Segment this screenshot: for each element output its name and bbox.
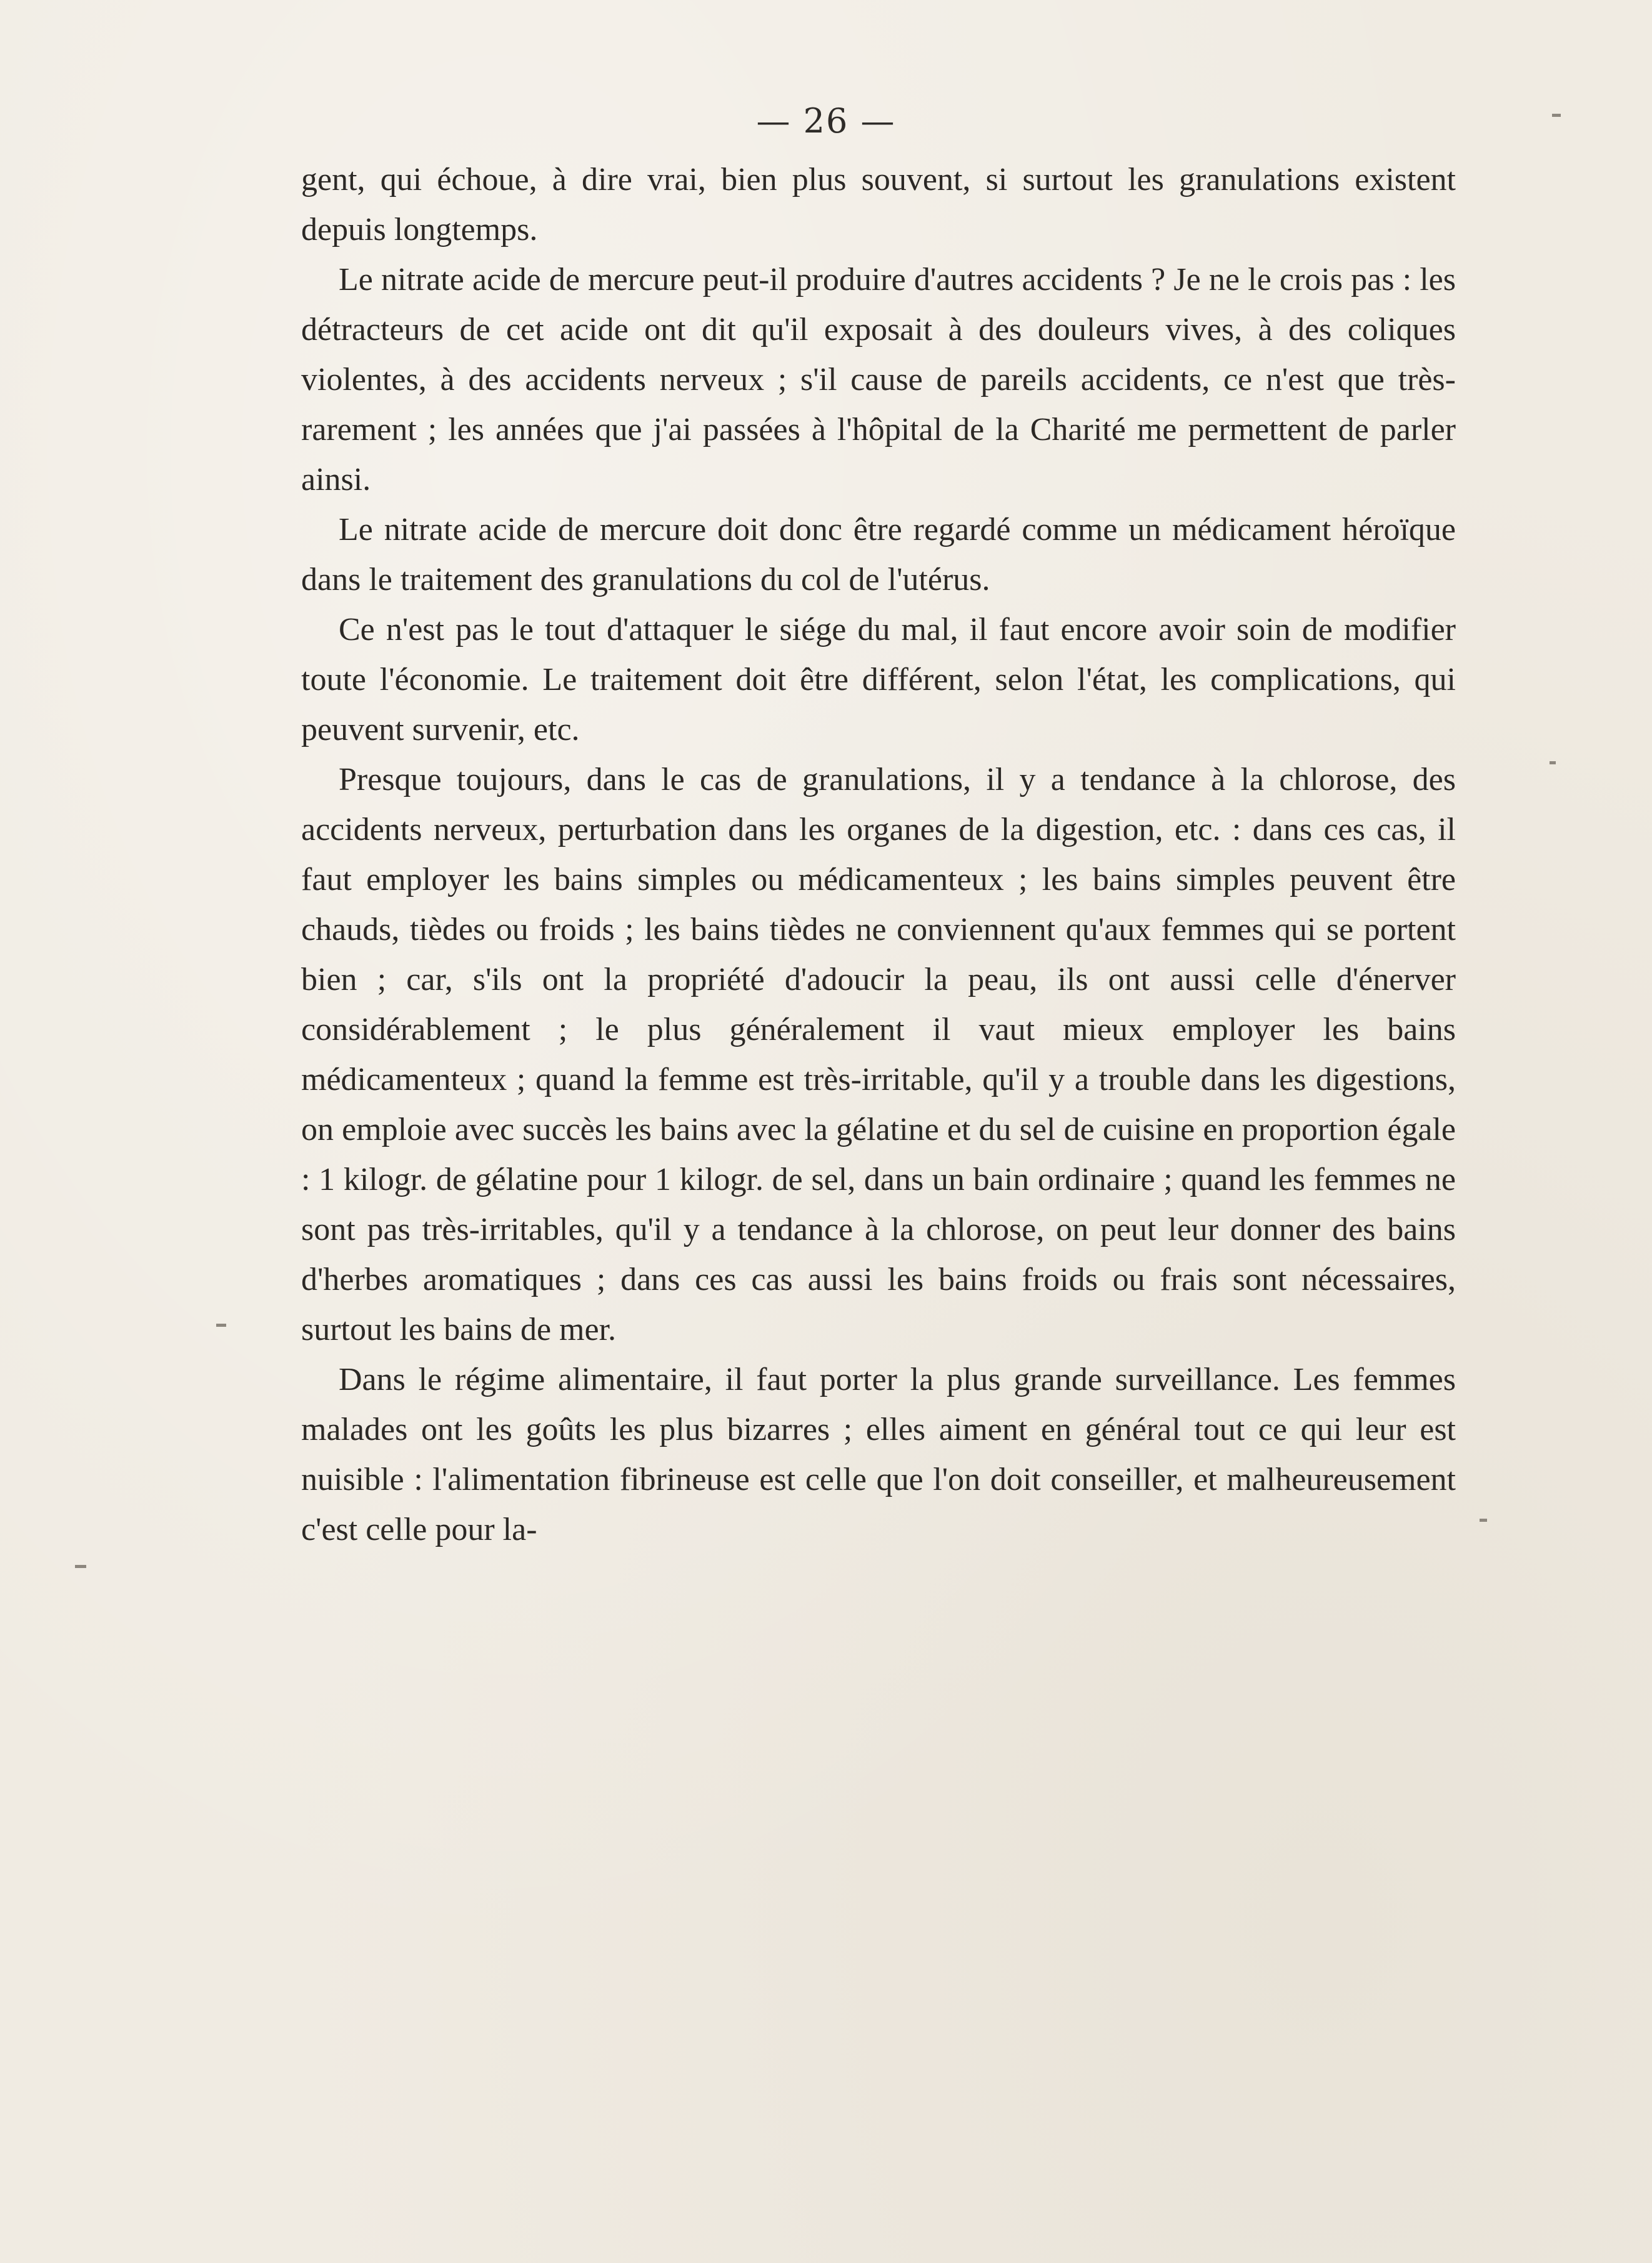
- paper-speck: [1550, 761, 1556, 764]
- body-text: [301, 155, 1456, 1555]
- paragraph-continuation: gent, qui échoue, à dire vrai, bien plus souvent, si surtout les granulations existent depuis longtemps.: [301, 162, 1456, 247]
- paragraph-general-treatment: Ce n'est pas le tout d'attaquer le siége du mal, il faut encore avoir soin de modifier toute l'économie. Le traitement doit être différent, selon l'état, les complications, qui peuvent survenir, etc.: [301, 612, 1456, 747]
- paper-speck: [75, 1565, 86, 1568]
- paper-speck: [1552, 114, 1561, 117]
- paper-speck: [1480, 1519, 1487, 1522]
- page-number: — 26 —: [756, 101, 896, 141]
- paragraph-baths: Presque toujours, dans le cas de granulations, il y a tendance à la chlorose, des accidents nerveux, perturbation dans les organes de la digestion, etc. : dans ces cas, il faut employer les bains simples ou médicamenteux ; les bains simples peuvent être chauds, tièdes ou froids ; les bains tièdes ne conviennent qu'aux femmes qui se portent bien ; car, s'ils ont la propriété d'adoucir la peau, ils ont aussi celle d'énerver considérablement ; le plus généralement il vaut mieux employer les bains médicamenteux ; quand la femme est très-irritable, qu'il y a trouble dans les digestions, on emploie avec succès les bains avec la gélatine et du sel de cuisine en proportion égale : 1 kilogr. de gélatine pour 1 kilogr. de sel, dans un bain ordinaire ; quand les femmes ne sont pas très-irritables, qu'il y a tendance à la chlorose, on peut leur donner des bains d'herbes aromatiques ; dans ces cas aussi les bains froids ou frais sont nécessaires, surtout les bains de mer.: [301, 762, 1456, 1347]
- paper-speck: [216, 1324, 226, 1327]
- paragraph-diet: Dans le régime alimentaire, il faut porter la plus grande surveillance. Les femmes malades ont les goûts les plus bizarres ; elles aiment en général tout ce qui leur est nuisible : l'alimentation fibrineuse est celle que l'on doit conseiller, et malheureusement c'est celle pour la-: [301, 1362, 1456, 1547]
- paragraph-heroic-remedy: Le nitrate acide de mercure doit donc être regardé comme un médicament héroïque dans le traitement des granulations du col de l'utérus.: [301, 512, 1456, 597]
- paragraph-accidents: Le nitrate acide de mercure peut-il produire d'autres accidents ? Je ne le crois pas : les détracteurs de cet acide ont dit qu'il exposait à des douleurs vives, à des coliques violentes, à des accidents nerveux ; s'il cause de pareils accidents, ce n'est que très-rarement ; les années que j'ai passées à l'hôpital de la Charité me permettent de parler ainsi.: [301, 262, 1456, 497]
